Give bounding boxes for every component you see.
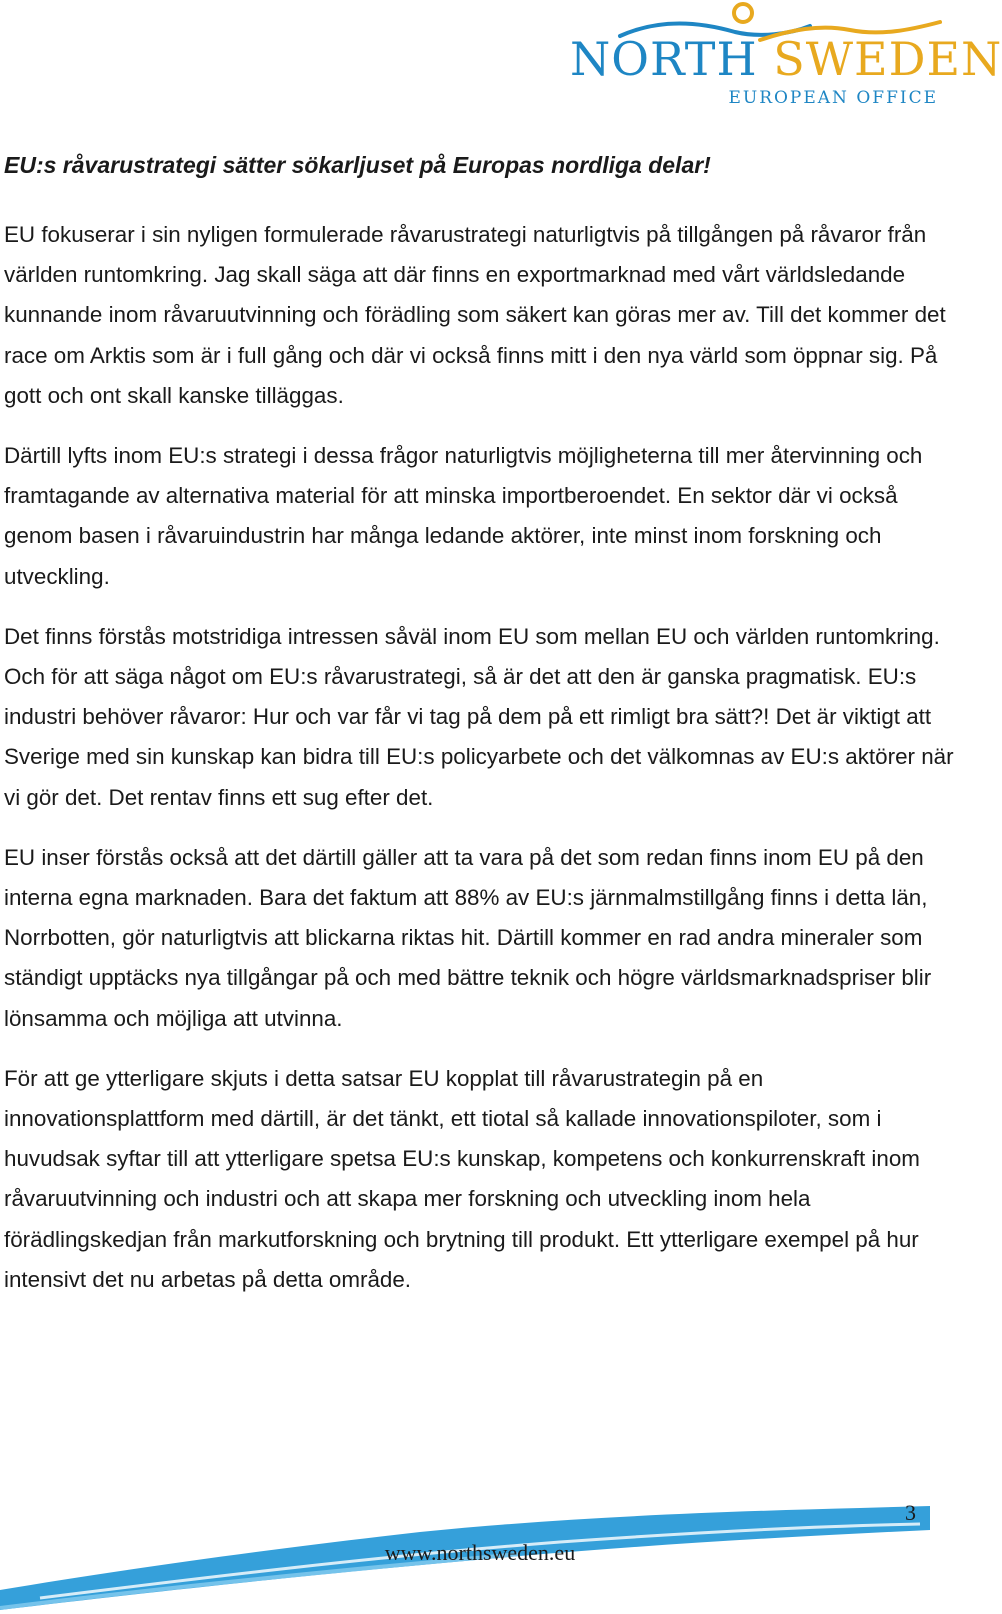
- paragraph-3: Det finns förstås motstridiga intressen såväl inom EU som mellan EU och världen runtomkring. Och för att säga något om EU:s råvarustrategi, så är det att den är ganska pragmatisk. EU:s industri behöver råvaror: Hur och var får vi tag på dem på ett rimligt bra sätt?! Det är viktigt att Sverige med sin kunskap kan bidra till EU:s policyarbete och det välkomnas av EU:s aktörer när vi gör det. Det rentav finns ett sug efter det.: [4, 623, 954, 810]
- paragraph-2: Därtill lyfts inom EU:s strategi i dessa frågor naturligtvis möjligheterna till mer återvinning och framtagande av alternativa material för att minska importberoendet. En sektor där vi också genom basen i råvaruindustrin har många ledande aktörer, inte minst inom forskning och utveckling.: [4, 443, 923, 589]
- article-headline: EU:s råvarustrategi sätter sökarljuset på Europas nordliga delar!: [4, 152, 711, 178]
- paragraph-1: EU fokuserar i sin nyligen formulerade råvarustrategi naturligtvis på tillgången på råvaror från världen runtomkring. Jag skall säga att där finns en exportmarknad med vårt världsledande kunnande inom råvaruutvinning och förädling som säkert kan göras mer av. Till det kommer det race om Arktis som är i full gång och där vi också finns mitt i den nya värld som öppnar sig. På gott och ont skall kanske tilläggas.: [4, 222, 946, 408]
- logo-word-north: NORTH: [570, 32, 758, 86]
- north-sweden-logo: [560, 0, 1002, 110]
- logo-subtitle: EUROPEAN OFFICE: [728, 88, 938, 108]
- footer-website-link[interactable]: www.northsweden.eu: [384, 1540, 576, 1565]
- article-body: [4, 145, 954, 1320]
- paragraph-4: EU inser förstås också att det därtill gäller att ta vara på det som redan finns inom EU på den interna egna marknaden. Bara det faktum att 88% av EU:s järnmalmstillgång finns i detta län, Norrbotten, gör naturligtvis att blickarna riktas hit. Därtill kommer en rad andra mineraler som ständigt upptäcks nya tillgångar på och med bättre teknik och högre världsmarknadspriser blir lönsamma och möjliga att utvinna.: [4, 844, 932, 1031]
- logo-title: [570, 32, 1002, 86]
- paragraph-5: För att ge ytterligare skjuts i detta satsar EU kopplat till råvarustrategin på en innovationsplattform med därtill, är det tänkt, ett tiotal så kallade innovationspiloter, som i huvudsak syftar till att ytterligare spetsa EU:s kunskap, kompetens och konkurrenskraft inom råvaruutvinning och industri och att skapa mer forskning och utveckling inom hela förädlingskedjan från markutforskning och brytning till produkt. Ett ytterligare exempel på hur intensivt det nu arbetas på detta område.: [4, 1065, 920, 1292]
- page-number: 3: [905, 1500, 916, 1525]
- logo-word-sweden: SWEDEN: [773, 32, 1002, 86]
